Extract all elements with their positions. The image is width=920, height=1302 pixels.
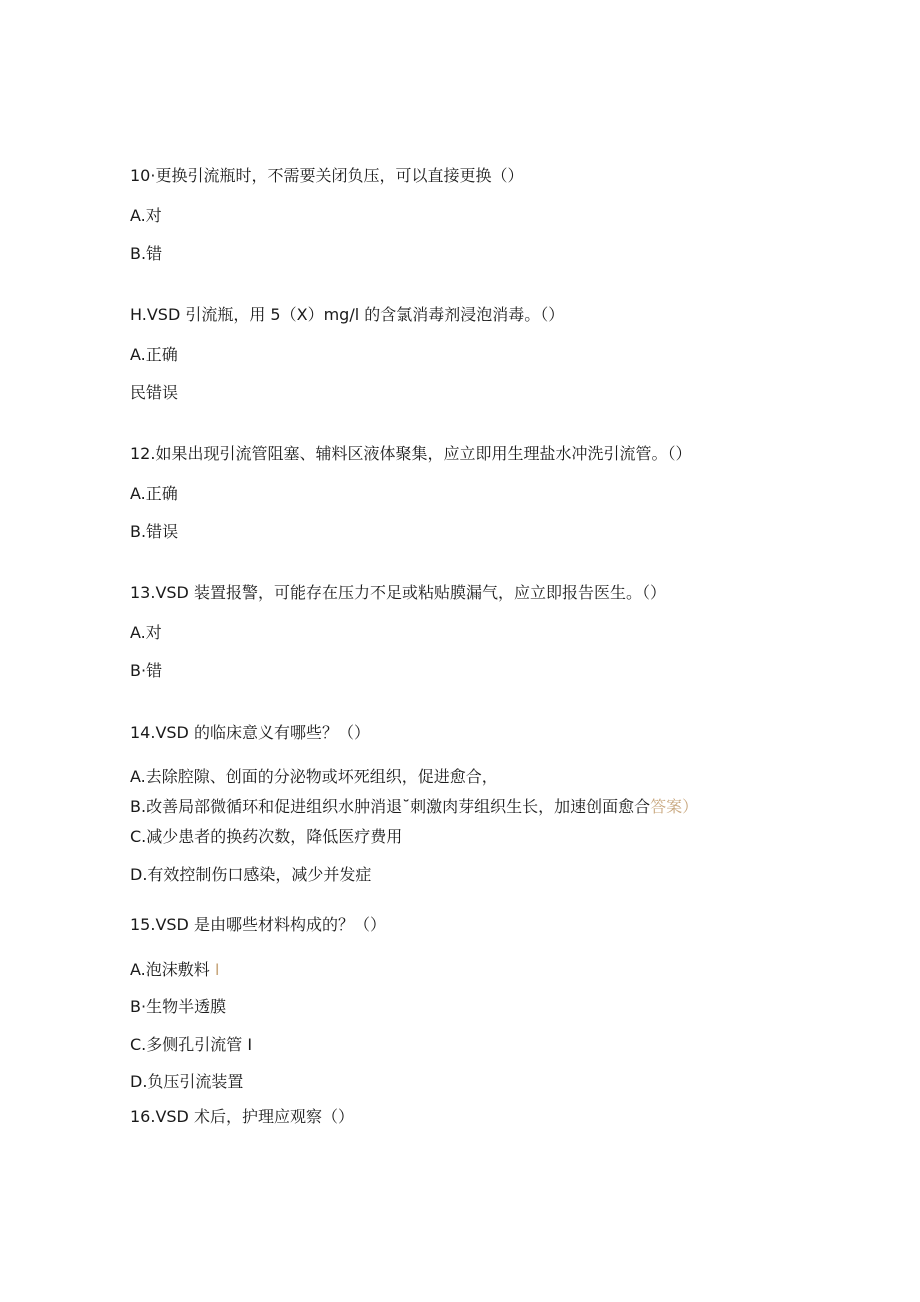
question-14-stem: 14.VSD 的临床意义有哪些？（） bbox=[130, 723, 370, 742]
question-10-option-b: B.错 bbox=[130, 244, 163, 263]
question-15-option-a bbox=[130, 960, 220, 980]
question-12-stem: 12.如果出现引流管阻塞、辅料区液体聚集，应立即用生理盐水冲洗引流管。（） bbox=[130, 444, 692, 463]
question-15-option-b: B·生物半透膜 bbox=[130, 997, 227, 1016]
question-14-option-c: C.减少患者的换药次数，降低医疗费用 bbox=[130, 827, 403, 846]
question-14-option-b-suffix: 答案） bbox=[650, 797, 699, 816]
question-14-option-a: A.去除腔隙、创面的分泌物或坏死组织，促进愈合， bbox=[130, 767, 498, 786]
question-11-option-a: A.正确 bbox=[130, 345, 178, 364]
question-13-option-b: B·错 bbox=[130, 661, 163, 680]
question-15-option-c: C.多侧孔引流管 I bbox=[130, 1035, 253, 1054]
question-15-option-a-mark: I bbox=[214, 960, 220, 979]
question-14-option-d: D.有效控制伤口感染，减少并发症 bbox=[130, 865, 372, 884]
question-15-option-a-text: A.泡沫敷料 bbox=[130, 960, 210, 979]
question-13-stem: 13.VSD 装置报警，可能存在压力不足或粘贴膜漏气，应立即报告医生。（） bbox=[130, 583, 666, 602]
question-10-stem: 10·更换引流瓶时，不需要关闭负压，可以直接更换（） bbox=[130, 166, 524, 185]
question-11-stem: H.VSD 引流瓶，用 5（X）mg/l 的含氯消毒剂浸泡消毒。（） bbox=[130, 305, 565, 324]
question-11-option-b: 民错误 bbox=[130, 383, 179, 402]
question-12-option-a: A.正确 bbox=[130, 484, 178, 503]
question-14-option-b bbox=[130, 797, 698, 817]
question-14-option-b-text: B.改善局部微循环和促进组织水肿消退˘刺激肉芽组织生长，加速创面愈合 bbox=[130, 797, 651, 816]
question-12-option-b: B.错误 bbox=[130, 522, 179, 541]
question-15-stem: 15.VSD 是由哪些材料构成的？（） bbox=[130, 915, 386, 934]
question-10-option-a: A.对 bbox=[130, 206, 162, 225]
question-15-option-d: D.负压引流装置 bbox=[130, 1072, 244, 1091]
question-16-stem: 16.VSD 术后，护理应观察（） bbox=[130, 1107, 354, 1126]
question-13-option-a: A.对 bbox=[130, 623, 162, 642]
